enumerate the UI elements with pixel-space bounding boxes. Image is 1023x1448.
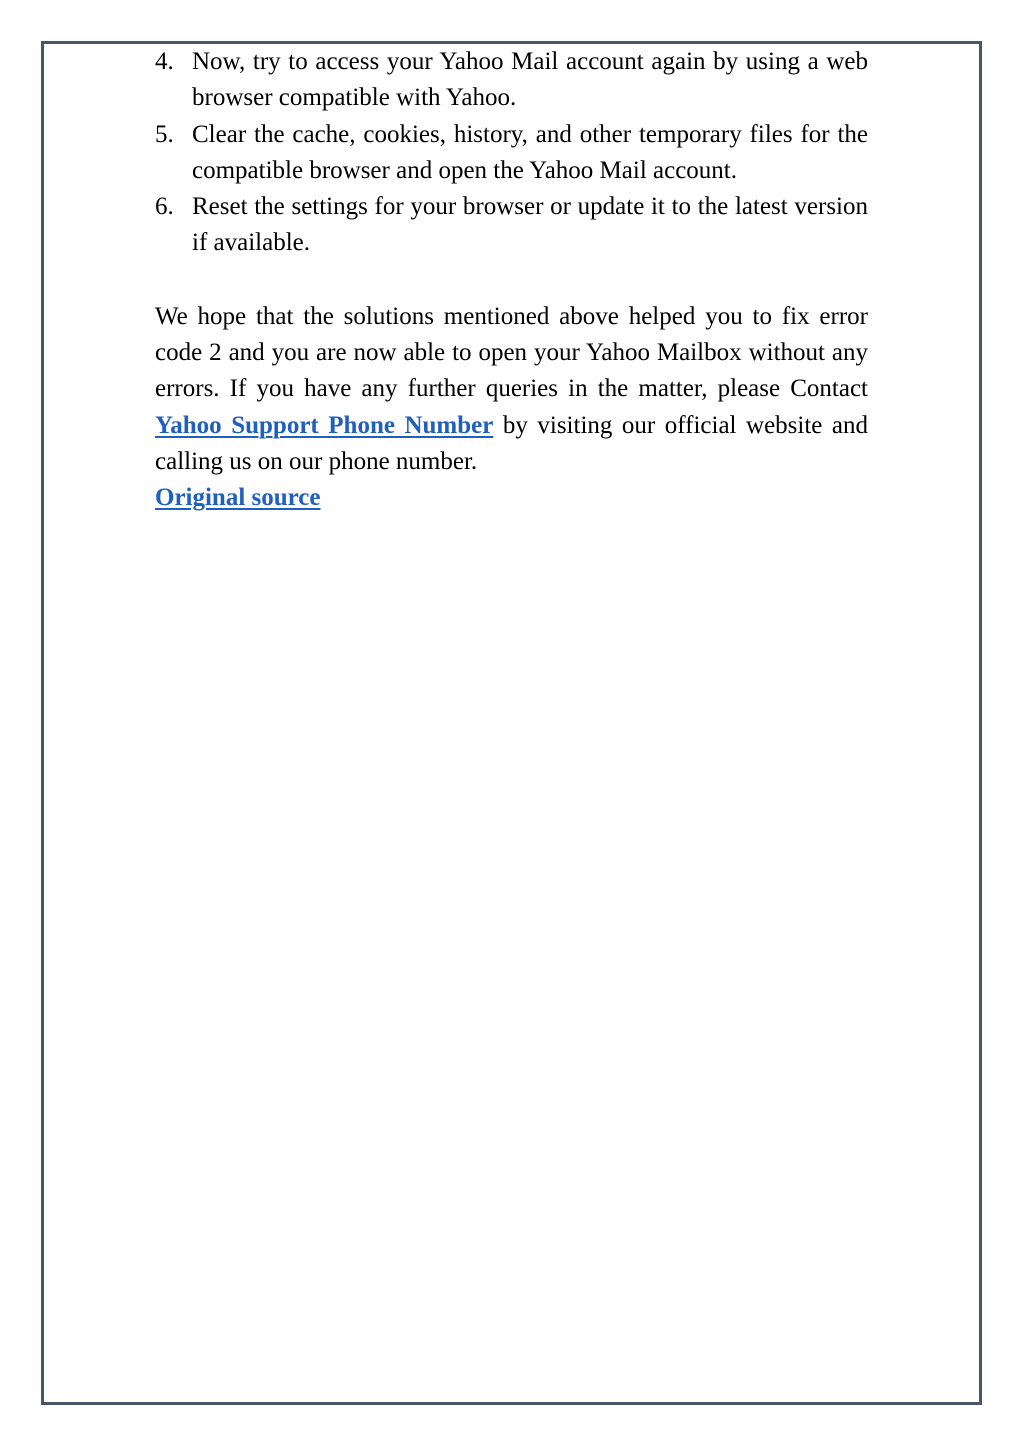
list-item-text: Now, try to access your Yahoo Mail account again by using a web browser compatible with Yahoo. bbox=[192, 48, 868, 112]
list-item-text: Clear the cache, cookies, history, and other temporary files for the compatible browser and open the Yahoo Mail account. bbox=[192, 120, 868, 184]
list-item bbox=[155, 117, 868, 190]
steps-list bbox=[155, 44, 868, 262]
list-number: 6. bbox=[155, 193, 174, 221]
yahoo-support-phone-link[interactable]: Yahoo Support Phone Number bbox=[155, 411, 494, 439]
closing-paragraph bbox=[155, 299, 868, 480]
original-source-link[interactable]: Original source bbox=[155, 484, 321, 512]
closing-text-after-link: by visiting our official website and calling us on our phone number. bbox=[155, 411, 868, 475]
list-item bbox=[155, 189, 868, 262]
list-item-text: Reset the settings for your browser or update it to the latest version if available. bbox=[192, 193, 868, 257]
list-number: 5. bbox=[155, 120, 174, 148]
list-number: 4. bbox=[155, 48, 174, 75]
list-item bbox=[155, 44, 868, 117]
closing-text-before-link: We hope that the solutions mentioned above helped you to fix error code 2 and you are now able to open your Yahoo Mailbox without any errors. If you have any further queries in the matter, please Contact bbox=[155, 302, 868, 403]
original-source-paragraph bbox=[155, 480, 868, 516]
document-body bbox=[155, 44, 868, 517]
